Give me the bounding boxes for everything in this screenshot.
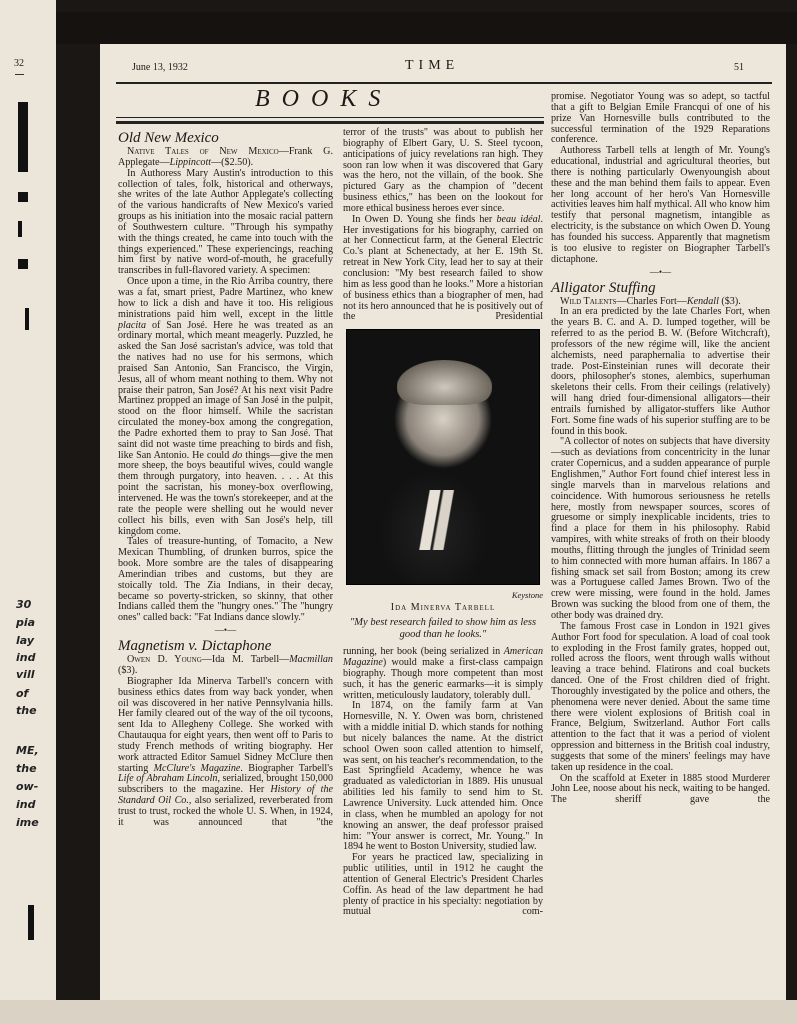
italic-title: Life of Abraham Lincoln bbox=[118, 773, 218, 785]
text-run: running, her book (being serialized in bbox=[343, 646, 504, 658]
issue-date: June 13, 1932 bbox=[132, 62, 188, 73]
text-run: Biographer Ida Minerva Tarbell's concern with business ethics dates from way back yonder, when oil was discovered in her native Pennsylvania hills. Her family cleared out of the way of the oil tycoons, sent Ida to Allegheny College. She worked with Chautauqua for eight years, then went off to Paris to study French methods of writing biography. Her work attracted Editor Samuel Sidney McClure then starting bbox=[118, 675, 333, 774]
italic-title: McClure's Magazine bbox=[153, 762, 241, 774]
paragraph bbox=[118, 655, 333, 677]
paragraph bbox=[118, 169, 333, 277]
scan-bottom-edge bbox=[0, 1000, 797, 1024]
text-run: . Her investigations for his biography, carried on at her Connecticut farm, at the General Electric Co.'s plant at Schenectady, at her E. 19th St. retreat in New York City, lead her to say at their conclusion: "My best research failed to show him as less good than he looks." More a historian of business ethics than a biographer of men, had not its hero announced that he is positively out of the Presidential bbox=[343, 213, 544, 323]
paragraph bbox=[551, 622, 770, 774]
black-bar bbox=[18, 102, 28, 172]
text-run: , serialized, brought 150,000 subscribers to the magazine. Her bbox=[118, 773, 333, 796]
column-1 bbox=[118, 128, 333, 829]
text-run: . Biographer Tarbell's bbox=[240, 762, 333, 774]
paragraph bbox=[551, 146, 770, 265]
paragraph bbox=[343, 128, 543, 215]
text-run: —Ida M. Tarbell— bbox=[201, 654, 290, 666]
black-bar bbox=[25, 308, 29, 330]
previous-page-text-fragment: ime bbox=[16, 816, 39, 829]
book-title: Owen D. Young bbox=[127, 654, 202, 666]
book-title: Native Tales of New Mexico bbox=[127, 146, 279, 157]
text-run: Once upon a time, in the Rio Arriba country, there was a fat, smart priest, Padre Martinez, who knew how to lick a dish and have it too. His religious ministrations paid him well, except in the little bbox=[118, 276, 333, 320]
previous-page-text-fragment: pia bbox=[16, 616, 36, 629]
column-2 bbox=[343, 128, 543, 918]
previous-page-text-fragment: ind bbox=[16, 798, 36, 811]
section-title: BOOKS bbox=[255, 86, 393, 112]
paragraph bbox=[551, 774, 770, 807]
text-run: In Owen D. Young she finds her bbox=[352, 213, 497, 225]
text-run: , also serialized, reverberated from trust to trust, rocked the whole U. S. When, in 1924, it was announced that "the bbox=[118, 795, 333, 828]
text-run: ) would make a first-class campaign biography. Though more competent than most such, it has the generic earmarks—it is simply written, meticulously laudatory, tolerably dull. bbox=[343, 657, 543, 701]
black-bar bbox=[18, 259, 28, 269]
text-run: —($2.50). bbox=[211, 156, 254, 168]
paragraph bbox=[118, 677, 333, 829]
italic-title: placita bbox=[118, 319, 147, 331]
text-run: things—give the men more sheep, the boys beautiful wives, could wangle them through purgatory, into heaven. . . . At this point the sacristan, his money-box overflowing, intervened. He was the town's storekeeper, and at the rate the people were shelling out he would never collect his bills, even with San José's help, till kingdom come. bbox=[118, 449, 334, 537]
paragraph bbox=[118, 147, 333, 169]
paragraph bbox=[551, 437, 770, 621]
text-run: In 1874, on the family farm at Van Hornesville, N. Y. Owen was born, christened with a middle initial D. which stands for nothing but nicely balances the name. At the district school Owen soon called attention to himself, was sent, on his teacher's recommendation, to the East Springfield Academy, whence he was graduated as valedictorian in 1889. His unusual abilities led his family to send him to St. Lawrence University. Luck attended him. Once in class, when he mumbled an apology for not knowing an answer, the deaf professor praised him: "Your answer is correct, Mr. Young." In 1894 he went to Boston University, studied law. bbox=[343, 700, 543, 853]
column-3 bbox=[551, 92, 770, 806]
text-run: of San José. Here he was treated as an ordinary mortal, which meant meagerly. Puzzled, he asked the San José sacristan's advice, was told that the natives had no use for his sermons, which praised San Antonio, San Francisco, the Virgin, Jesus, all of whom meant nothing to them. Why not praise their patron, San José? At his next visit Padre Martinez propped an image of San José in the pulpit, stood on the floor himself. While the sacristan circulated the money-box among the congregation, the Padre exhorted them to pray to San José. That saint did not waste time preaching to birds and fish, like San Antonio. He could bbox=[118, 319, 333, 461]
scan-border bbox=[56, 12, 797, 44]
photo-credit: Keystone bbox=[511, 590, 543, 601]
section-rule bbox=[116, 117, 544, 118]
text-run: ($3). bbox=[118, 664, 138, 676]
previous-page-text-fragment: ind bbox=[16, 651, 36, 664]
text-run: Authoress Tarbell tells at length of Mr. Young's educational, industrial and agricultural theories, but there is nothing particularly Owenyoungish about these and the man behind them fails to appear. Even her long account of her hero's Van Hornesville activities leaves him half mythical. All who know him testify that personal magnetism, intangible as electricity, is the substance on which Owen D. Young has founded his success. Apparently that magnetism is too elusive to register on Biographer Tarbell's dictaphone. bbox=[551, 145, 770, 265]
magazine-name: TIME bbox=[405, 58, 460, 73]
photo-hair bbox=[397, 360, 492, 405]
italic-title: Lippincott bbox=[169, 156, 212, 168]
paragraph bbox=[343, 853, 543, 918]
text-run: —Frank G. Applegate— bbox=[118, 146, 333, 168]
text-run: In an era predicted by the late Charles Fort, when the years B. C. and A. D. lumped together, will be referred to as the period B. W. (Before Witchcraft), professors of the new régime will, like the ancient alchemists, need paraphernalia to advertise their trade. Post-Einsteinian runes will decorate their doors, philosopher's stones, alembics, superhuman skeletons their cells. From their ceilings (relatively) will hang dried four-dimensional alligators—their entrails furnished by alligator-stuffers like Author Fort. Some fine wads of his superior stuffing are to be found in this book. bbox=[551, 306, 770, 437]
header-rule bbox=[116, 82, 772, 84]
divider bbox=[15, 74, 24, 75]
previous-page-number: 32 bbox=[14, 58, 24, 69]
paragraph bbox=[118, 537, 333, 624]
paragraph bbox=[551, 307, 770, 437]
portrait-photo bbox=[346, 329, 540, 585]
previous-page-text-fragment: the bbox=[16, 704, 37, 717]
previous-page-edge bbox=[0, 0, 56, 1024]
text-run: For years he practiced law, specializing in public utilities, until in 1912 he caught the attention of General Electric's President Charles Coffin. As head of the law department he had plenty of practice in his specialty: negotiation by mutual com- bbox=[343, 852, 543, 918]
text-run: On the scaffold at Exeter in 1885 stood Murderer John Lee, noose about his neck, waiting to be hanged. The sheriff gave the bbox=[551, 772, 770, 806]
previous-page-text-fragment: 30 bbox=[16, 598, 32, 611]
article-title: Old New Mexico bbox=[118, 130, 219, 146]
text-run: The famous Frost case in London in 1921 gives Author Fort food for speculation. A load of coal took to exploding in the Frost family grates, hopped out, rolled across the floors, went through walls without leaving a trace behind. Flatirons and coal buckets danced. One of the Frost children died of fright. Thoroughly investigated by the police and others, the phenomena were never denied. About the same time there were violent explosions of British coal in France, Belgium, Switzerland. Author Fort calls attention to the fact that it was a period of violent oppression and bitterness in the British coal industry, suggests that some of the miners' feelings may have taken up residence in the coal. bbox=[551, 620, 770, 773]
previous-page-text-fragment: ow- bbox=[16, 780, 39, 793]
italic-title: Macmillan bbox=[289, 654, 333, 666]
text-run: promise. Negotiator Young was so adept, so tactful that a gift to Belgian Emile Francqui of one of his prize Van Hornesville bulls contributed to the successful termination of the 1929 Reparations conference. bbox=[551, 91, 770, 146]
previous-page-text-fragment: lay bbox=[16, 634, 35, 647]
black-bar bbox=[18, 192, 28, 202]
black-bar bbox=[28, 905, 34, 940]
paragraph bbox=[118, 277, 333, 537]
text-run: In Authoress Mary Austin's introduction to this collection of tales, folk, historical and otherways, she writes of the late Author Applegate's collecting of the various handicrafts of New Mexico's varied groups as his initiation into the mosaic racial pattern of Southwestern culture. "Through his sympathy with the things created, he came into touch with the things experienced." These experiencings, reaching him first by native word-of-mouth, he gracefully transcribes in full-flavored variety. A specimen: bbox=[118, 167, 333, 277]
article-separator: —•— bbox=[649, 266, 672, 277]
paragraph bbox=[343, 215, 543, 323]
photo-figure bbox=[343, 329, 543, 641]
text-run: —Charles Fort— bbox=[616, 295, 687, 307]
text-run: "A collector of notes on subjects that have diversity—such as deviations from concentricity in the lunar crater Copernicus, and a sudden appearance of purple Englishmen," Author Fort found chief interest less in single marvels than in marvelous relations and coincidence. With humorous seriousness he retells here, mostly from newspaper sources, scores of gruesome or simply inexplicable incidents, tries to find a place for them in his philosophy. Rabid vampires, with white streaks of froth on their bloody mouths, flitting through the jungles of Trinidad seem to him connected with more human affairs. In 1867 a fishing smack set sail from Boston; among its crew was a Portuguese called James Brown. Two of the crew were missing, were found in the hold. James Brown was sucking the blood from one of them, the other body was drained dry. bbox=[551, 436, 770, 621]
page-number: 51 bbox=[734, 62, 744, 73]
text-run: Tales of treasure-hunting, of Tomacito, a New Mexican Thumbling, of drunken burros, spice the book. More sombre are the tales of disappearing Amerindian tribes and customs, but they are stoically told. The Zia Indians, in their decay, became so poverty-stricken, so skinny, that other Indians called them the "hungry ones." The "hungry ones" called back: "Fat Indians dance slowly." bbox=[118, 536, 333, 624]
paragraph bbox=[343, 701, 543, 853]
italic-title: American Magazine bbox=[343, 646, 543, 669]
text-run: ($3). bbox=[718, 295, 741, 307]
previous-page-text-fragment: ME, bbox=[16, 744, 39, 757]
italic-title: History of the Standard Oil Co. bbox=[118, 784, 333, 807]
previous-page-text-fragment: vill bbox=[16, 668, 35, 681]
article-title: Alligator Stuffing bbox=[551, 279, 656, 296]
book-title: Wild Talents bbox=[560, 295, 617, 307]
section-rule bbox=[116, 121, 544, 124]
photo-collar bbox=[411, 490, 461, 550]
italic-title: do bbox=[232, 449, 243, 461]
article-separator: —•— bbox=[214, 625, 237, 636]
photo-caption-name: Ida Minerva Tarbell bbox=[390, 602, 496, 614]
photo-caption-quote: "My best research failed to show him as less good than he looks." bbox=[349, 617, 537, 641]
italic-title: beau idéal bbox=[496, 213, 541, 225]
black-bar bbox=[18, 221, 22, 237]
article-title: Magnetism v. Dictaphone bbox=[118, 638, 272, 655]
previous-page-text-fragment: of bbox=[16, 687, 29, 700]
previous-page-text-fragment: the bbox=[16, 762, 37, 775]
text-run: terror of the trusts" was about to publish her biography of Elbert Gary, U. S. Steel tycoon, anticipations of juicy revelations ran high. They soon ran low when it was discovered that Gary was the hero, not the villain, of the book. She pictured Gary as the champion of "decent business ethics," has been on the lookout for more ethical business heroes ever since. bbox=[343, 127, 543, 214]
paragraph bbox=[343, 647, 543, 701]
paragraph bbox=[551, 92, 770, 146]
italic-title: Kendall bbox=[686, 295, 719, 307]
